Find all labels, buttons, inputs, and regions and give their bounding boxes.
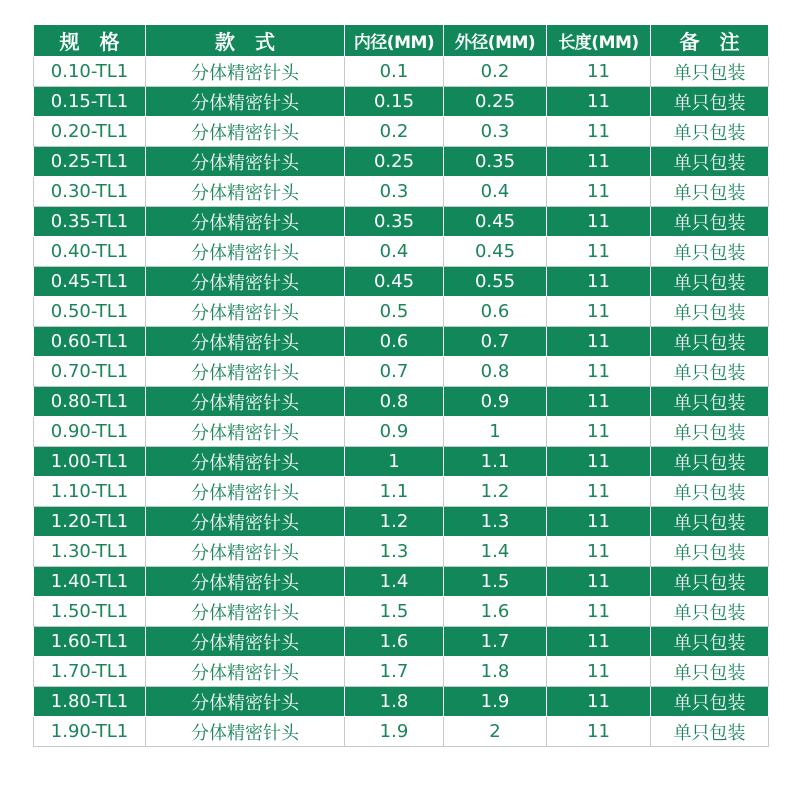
table-row: [34, 627, 769, 657]
cell-length: 11: [547, 357, 651, 387]
cell-remark: 单只包装: [651, 147, 769, 177]
cell-length: 11: [547, 57, 651, 87]
cell-inner-diameter: 1.4: [345, 567, 444, 597]
cell-length: 11: [547, 477, 651, 507]
cell-style: 分体精密针头: [146, 357, 345, 387]
cell-inner-diameter: 0.35: [345, 207, 444, 237]
cell-style: 分体精密针头: [146, 687, 345, 717]
cell-remark: 单只包装: [651, 357, 769, 387]
cell-style: 分体精密针头: [146, 597, 345, 627]
cell-outer-diameter: 2: [444, 717, 547, 747]
cell-spec: 1.00-TL1: [34, 447, 146, 477]
table-row: [34, 87, 769, 117]
cell-length: 11: [547, 327, 651, 357]
cell-style: 分体精密针头: [146, 567, 345, 597]
cell-inner-diameter: 0.5: [345, 297, 444, 327]
cell-spec: 0.10-TL1: [34, 57, 146, 87]
cell-length: 11: [547, 237, 651, 267]
table-body: [34, 57, 769, 747]
cell-spec: 0.35-TL1: [34, 207, 146, 237]
cell-inner-diameter: 1.6: [345, 627, 444, 657]
cell-spec: 1.10-TL1: [34, 477, 146, 507]
table-row: [34, 117, 769, 147]
cell-style: 分体精密针头: [146, 387, 345, 417]
cell-style: 分体精密针头: [146, 657, 345, 687]
cell-spec: 0.50-TL1: [34, 297, 146, 327]
cell-style: 分体精密针头: [146, 447, 345, 477]
cell-spec: 0.20-TL1: [34, 117, 146, 147]
cell-style: 分体精密针头: [146, 117, 345, 147]
cell-outer-diameter: 0.25: [444, 87, 547, 117]
table-row: [34, 237, 769, 267]
cell-inner-diameter: 0.2: [345, 117, 444, 147]
table-row: [34, 477, 769, 507]
cell-outer-diameter: 0.45: [444, 207, 547, 237]
cell-spec: 0.25-TL1: [34, 147, 146, 177]
cell-outer-diameter: 0.2: [444, 57, 547, 87]
cell-inner-diameter: 1.5: [345, 597, 444, 627]
cell-remark: 单只包装: [651, 717, 769, 747]
cell-style: 分体精密针头: [146, 207, 345, 237]
cell-remark: 单只包装: [651, 537, 769, 567]
table-row: [34, 657, 769, 687]
cell-style: 分体精密针头: [146, 267, 345, 297]
cell-outer-diameter: 0.45: [444, 237, 547, 267]
table-row: [34, 687, 769, 717]
cell-length: 11: [547, 387, 651, 417]
header-outer-diameter: 外径(MM): [444, 25, 547, 57]
cell-length: 11: [547, 87, 651, 117]
cell-style: 分体精密针头: [146, 87, 345, 117]
cell-spec: 0.30-TL1: [34, 177, 146, 207]
header-style: 款 式: [146, 25, 345, 57]
table-row: [34, 717, 769, 747]
cell-outer-diameter: 1.3: [444, 507, 547, 537]
cell-spec: 1.30-TL1: [34, 537, 146, 567]
cell-style: 分体精密针头: [146, 537, 345, 567]
cell-spec: 0.90-TL1: [34, 417, 146, 447]
cell-length: 11: [547, 147, 651, 177]
table-row: [34, 207, 769, 237]
cell-outer-diameter: 0.35: [444, 147, 547, 177]
cell-length: 11: [547, 267, 651, 297]
table-row: [34, 267, 769, 297]
cell-spec: 0.40-TL1: [34, 237, 146, 267]
cell-outer-diameter: 0.9: [444, 387, 547, 417]
table-row: [34, 147, 769, 177]
cell-inner-diameter: 0.9: [345, 417, 444, 447]
cell-length: 11: [547, 297, 651, 327]
cell-inner-diameter: 0.4: [345, 237, 444, 267]
cell-length: 11: [547, 717, 651, 747]
cell-remark: 单只包装: [651, 627, 769, 657]
cell-inner-diameter: 0.8: [345, 387, 444, 417]
cell-style: 分体精密针头: [146, 627, 345, 657]
cell-inner-diameter: 0.15: [345, 87, 444, 117]
cell-remark: 单只包装: [651, 267, 769, 297]
cell-style: 分体精密针头: [146, 57, 345, 87]
header-inner-diameter: 内径(MM): [345, 25, 444, 57]
cell-outer-diameter: 0.8: [444, 357, 547, 387]
cell-spec: 0.45-TL1: [34, 267, 146, 297]
cell-remark: 单只包装: [651, 327, 769, 357]
table-row: [34, 567, 769, 597]
table-row: [34, 537, 769, 567]
cell-spec: 0.60-TL1: [34, 327, 146, 357]
table-header: [34, 25, 769, 57]
cell-remark: 单只包装: [651, 237, 769, 267]
cell-inner-diameter: 0.1: [345, 57, 444, 87]
cell-remark: 单只包装: [651, 297, 769, 327]
spec-table: [33, 24, 769, 747]
cell-length: 11: [547, 507, 651, 537]
table-row: [34, 327, 769, 357]
cell-inner-diameter: 0.6: [345, 327, 444, 357]
table-row: [34, 597, 769, 627]
cell-outer-diameter: 0.3: [444, 117, 547, 147]
cell-inner-diameter: 1.2: [345, 507, 444, 537]
cell-remark: 单只包装: [651, 597, 769, 627]
header-remark: 备 注: [651, 25, 769, 57]
cell-spec: 0.80-TL1: [34, 387, 146, 417]
cell-outer-diameter: 1.9: [444, 687, 547, 717]
cell-length: 11: [547, 447, 651, 477]
cell-style: 分体精密针头: [146, 417, 345, 447]
header-spec: 规 格: [34, 25, 146, 57]
cell-length: 11: [547, 177, 651, 207]
cell-remark: 单只包装: [651, 657, 769, 687]
header-length: 长度(MM): [547, 25, 651, 57]
cell-spec: 1.50-TL1: [34, 597, 146, 627]
cell-length: 11: [547, 537, 651, 567]
cell-remark: 单只包装: [651, 687, 769, 717]
table-row: [34, 417, 769, 447]
cell-style: 分体精密针头: [146, 297, 345, 327]
cell-inner-diameter: 1.8: [345, 687, 444, 717]
cell-style: 分体精密针头: [146, 717, 345, 747]
cell-length: 11: [547, 117, 651, 147]
cell-remark: 单只包装: [651, 177, 769, 207]
cell-spec: 0.15-TL1: [34, 87, 146, 117]
cell-remark: 单只包装: [651, 417, 769, 447]
cell-inner-diameter: 1.7: [345, 657, 444, 687]
table-row: [34, 177, 769, 207]
cell-outer-diameter: 1.8: [444, 657, 547, 687]
table-row: [34, 297, 769, 327]
table-row: [34, 357, 769, 387]
cell-spec: 1.70-TL1: [34, 657, 146, 687]
cell-remark: 单只包装: [651, 57, 769, 87]
cell-length: 11: [547, 207, 651, 237]
cell-remark: 单只包装: [651, 447, 769, 477]
cell-remark: 单只包装: [651, 207, 769, 237]
cell-inner-diameter: 0.45: [345, 267, 444, 297]
cell-spec: 0.70-TL1: [34, 357, 146, 387]
cell-style: 分体精密针头: [146, 237, 345, 267]
header-row: [34, 25, 769, 57]
cell-inner-diameter: 1.9: [345, 717, 444, 747]
cell-inner-diameter: 1: [345, 447, 444, 477]
cell-outer-diameter: 1.5: [444, 567, 547, 597]
cell-length: 11: [547, 567, 651, 597]
cell-inner-diameter: 0.7: [345, 357, 444, 387]
cell-inner-diameter: 0.25: [345, 147, 444, 177]
cell-style: 分体精密针头: [146, 147, 345, 177]
cell-style: 分体精密针头: [146, 507, 345, 537]
cell-spec: 1.80-TL1: [34, 687, 146, 717]
cell-remark: 单只包装: [651, 507, 769, 537]
cell-style: 分体精密针头: [146, 327, 345, 357]
table-row: [34, 387, 769, 417]
cell-remark: 单只包装: [651, 567, 769, 597]
cell-spec: 1.20-TL1: [34, 507, 146, 537]
cell-outer-diameter: 0.6: [444, 297, 547, 327]
cell-length: 11: [547, 657, 651, 687]
cell-inner-diameter: 1.1: [345, 477, 444, 507]
table-row: [34, 447, 769, 477]
table-row: [34, 507, 769, 537]
cell-outer-diameter: 0.7: [444, 327, 547, 357]
cell-spec: 1.60-TL1: [34, 627, 146, 657]
cell-remark: 单只包装: [651, 387, 769, 417]
cell-remark: 单只包装: [651, 477, 769, 507]
cell-length: 11: [547, 597, 651, 627]
cell-outer-diameter: 1: [444, 417, 547, 447]
cell-style: 分体精密针头: [146, 177, 345, 207]
cell-inner-diameter: 0.3: [345, 177, 444, 207]
cell-length: 11: [547, 687, 651, 717]
cell-inner-diameter: 1.3: [345, 537, 444, 567]
cell-length: 11: [547, 417, 651, 447]
cell-outer-diameter: 1.7: [444, 627, 547, 657]
cell-outer-diameter: 1.2: [444, 477, 547, 507]
cell-outer-diameter: 0.55: [444, 267, 547, 297]
cell-remark: 单只包装: [651, 117, 769, 147]
cell-outer-diameter: 1.6: [444, 597, 547, 627]
cell-remark: 单只包装: [651, 87, 769, 117]
table-row: [34, 57, 769, 87]
cell-spec: 1.40-TL1: [34, 567, 146, 597]
cell-style: 分体精密针头: [146, 477, 345, 507]
cell-outer-diameter: 1.1: [444, 447, 547, 477]
cell-outer-diameter: 1.4: [444, 537, 547, 567]
cell-outer-diameter: 0.4: [444, 177, 547, 207]
cell-length: 11: [547, 627, 651, 657]
cell-spec: 1.90-TL1: [34, 717, 146, 747]
